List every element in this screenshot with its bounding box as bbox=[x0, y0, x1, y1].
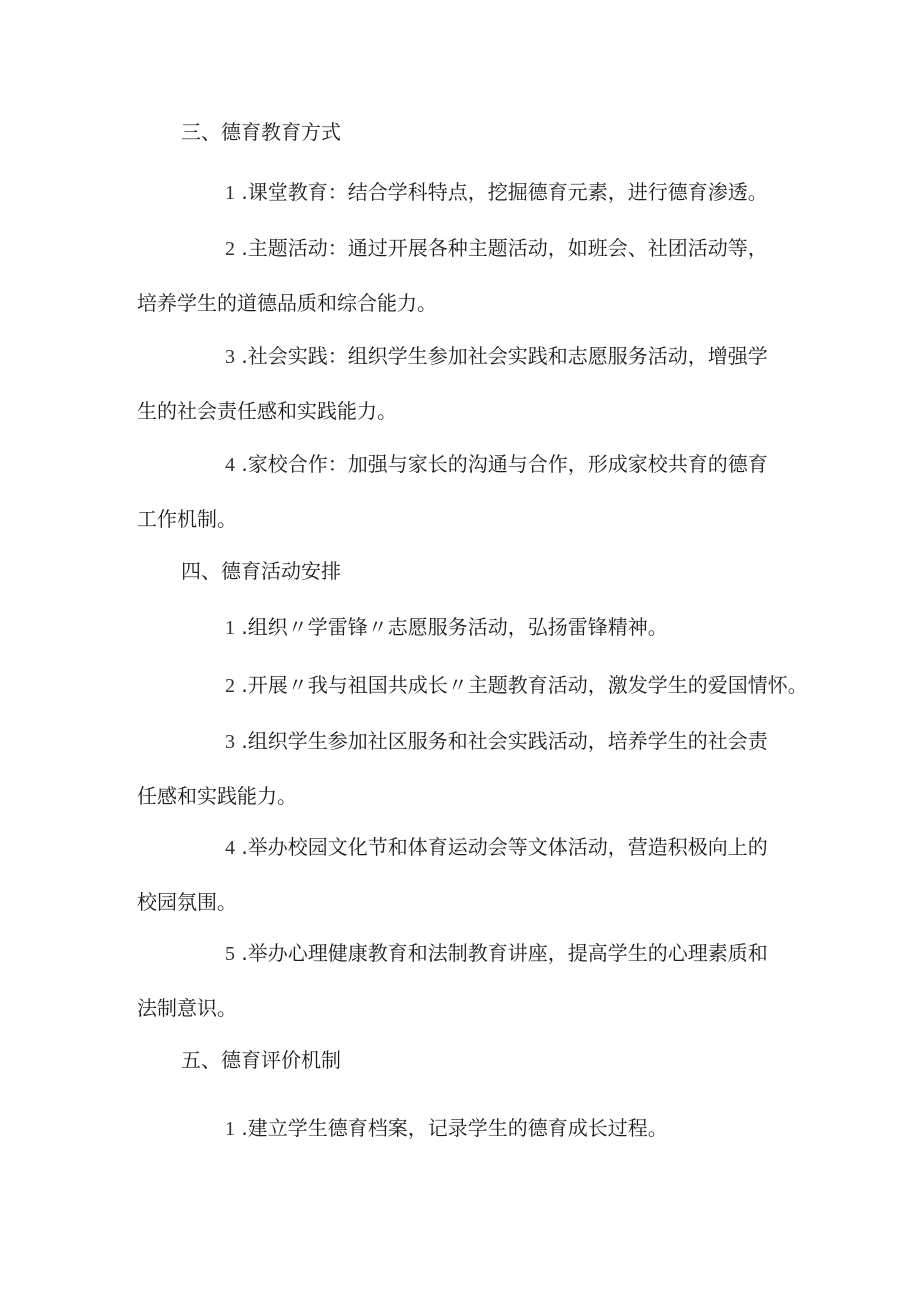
item-number: 4 bbox=[225, 454, 235, 476]
section-heading: 三、德育教育方式 bbox=[181, 120, 341, 144]
list-item bbox=[137, 221, 787, 330]
item-text: .家校合作：加强与家长的沟通与合作，形成家校共育的德育工作机制。 bbox=[137, 452, 768, 531]
list-item bbox=[137, 165, 787, 220]
item-number: 1 bbox=[225, 1118, 235, 1140]
item-text: .举办心理健康教育和法制教育讲座，提高学生的心理素质和法制意识。 bbox=[137, 941, 768, 1020]
item-number: 2 bbox=[225, 238, 235, 260]
item-number: 1 bbox=[225, 617, 235, 639]
item-text: .主题活动：通过开展各种主题活动，如班会、社团活动等，培养学生的道德品质和综合能力。 bbox=[137, 236, 768, 315]
item-number: 3 bbox=[225, 731, 235, 753]
list-item bbox=[137, 600, 787, 655]
item-text: .建立学生德育档案，记录学生的德育成长过程。 bbox=[241, 1116, 668, 1140]
list-item bbox=[137, 926, 787, 1035]
item-text: .社会实践：组织学生参加社会实践和志愿服务活动，增强学生的社会责任感和实践能力。 bbox=[137, 344, 768, 423]
item-number: 4 bbox=[225, 837, 235, 859]
item-text: .组织〃学雷锋〃志愿服务活动，弘扬雷锋精神。 bbox=[241, 615, 668, 639]
item-text: .课堂教育：结合学科特点，挖掘德育元素，进行德育渗透。 bbox=[241, 180, 768, 204]
list-item bbox=[137, 714, 787, 823]
item-text: .开展〃我与祖国共成长〃主题教育活动，激发学生的爱国情怀。 bbox=[241, 673, 808, 697]
item-text: .举办校园文化节和体育运动会等文体活动，营造积极向上的校园氛围。 bbox=[137, 835, 768, 914]
item-number: 3 bbox=[225, 346, 235, 368]
list-item bbox=[137, 329, 787, 438]
section-heading: 五、德育评价机制 bbox=[181, 1048, 341, 1072]
item-text: .组织学生参加社区服务和社会实践活动，培养学生的社会责任感和实践能力。 bbox=[137, 729, 768, 808]
item-number: 2 bbox=[225, 675, 235, 697]
list-item bbox=[137, 820, 787, 929]
list-item bbox=[137, 1101, 787, 1156]
item-number: 5 bbox=[225, 943, 235, 965]
section-heading: 四、德育活动安排 bbox=[181, 559, 341, 583]
list-item bbox=[137, 437, 787, 546]
list-item bbox=[137, 658, 808, 713]
item-number: 1 bbox=[225, 182, 235, 204]
